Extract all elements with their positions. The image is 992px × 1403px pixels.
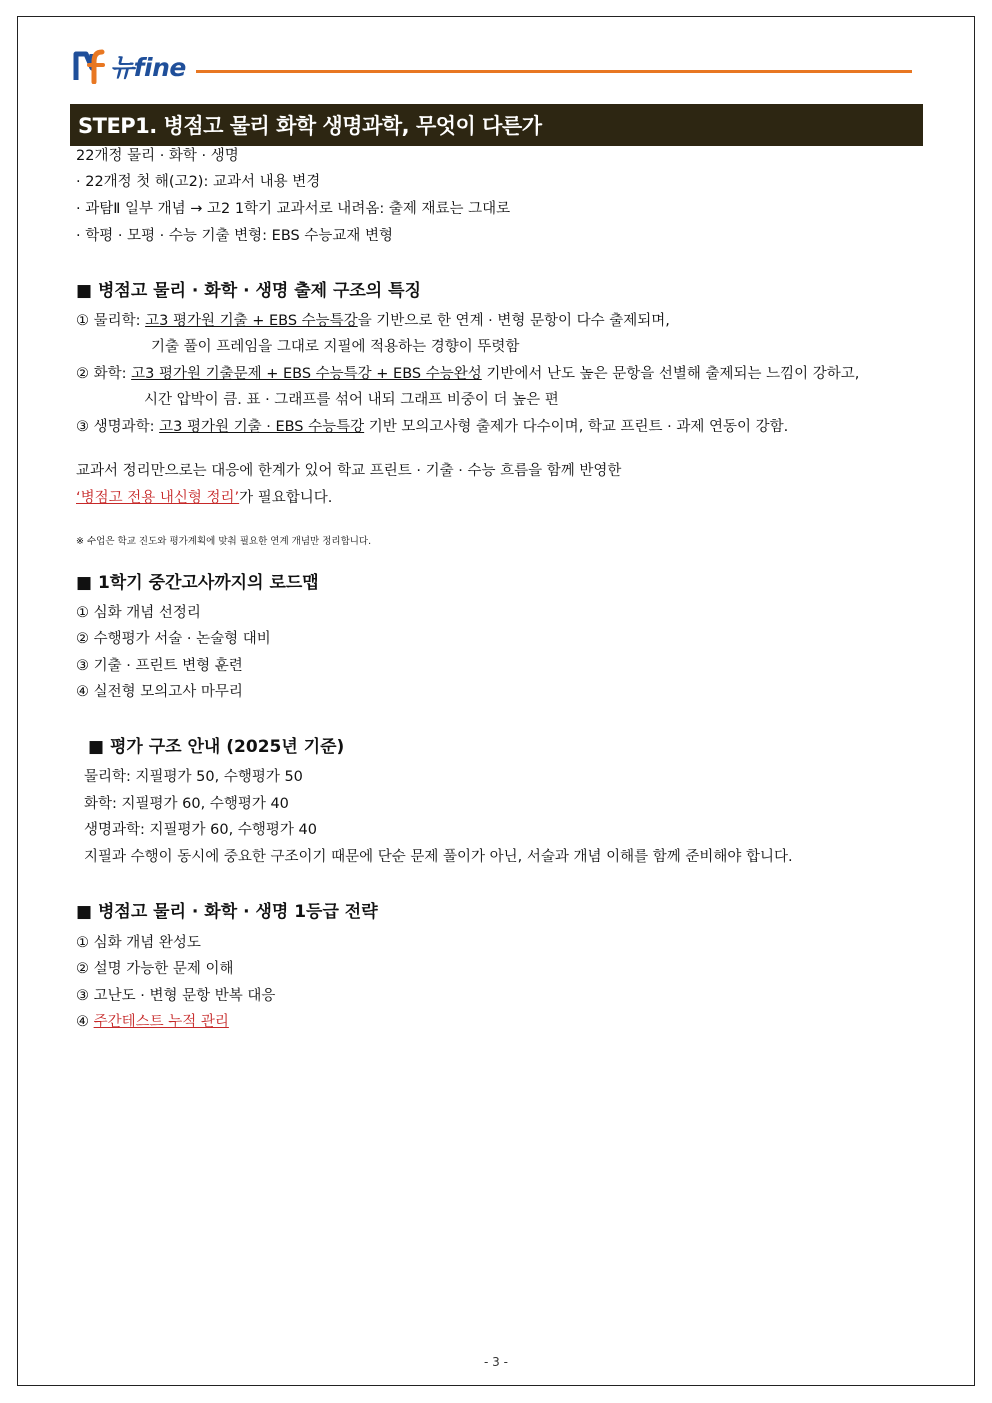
- chemistry-prefix: ② 화학:: [76, 366, 132, 382]
- logo: [72, 46, 186, 86]
- physics-suffix: 을 기반으로 한 연계 · 변형 문항이 다수 출제되며,: [357, 313, 670, 329]
- physics-source: 고3 평가원 기출 + EBS 수능특강: [145, 313, 358, 329]
- physics-line2: 기출 풀이 프레임을 그대로 지필에 적용하는 경향이 뚜렷함: [151, 339, 520, 355]
- nf-logo-icon: [72, 48, 108, 84]
- strategy-highlight: 주간테스트 누적 관리: [93, 1014, 229, 1030]
- section-heading-structure: ■ 병점고 물리 · 화학 · 생명 출제 구조의 특징: [76, 281, 421, 301]
- strategy-item: ① 심화 개념 완성도: [76, 935, 201, 951]
- logo-text: 뉴fine: [110, 53, 186, 82]
- section-heading-roadmap: ■ 1학기 중간고사까지의 로드맵: [76, 573, 319, 593]
- strategy-item: [76, 1011, 229, 1033]
- strategy-item: ② 설명 가능한 문제 이해: [76, 961, 234, 977]
- evaluation-item: 물리학: 지필평가 50, 수행평가 50: [84, 769, 303, 785]
- chemistry-line: [76, 363, 859, 385]
- summary-line2: [76, 487, 332, 509]
- intro-item: · 22개정 첫 해(고2): 교과서 내용 변경: [76, 174, 321, 190]
- roadmap-item: ① 심화 개념 선정리: [76, 605, 201, 621]
- evaluation-item: 지필과 수행이 동시에 중요한 구조이기 때문에 단순 문제 풀이가 아닌, 서술과 개념 이해를 함께 준비해야 합니다.: [84, 849, 793, 865]
- page-number: - 3 -: [484, 1355, 508, 1369]
- banner-title: STEP1. 병점고 물리 화학 생명과학, 무엇이 다른가: [78, 114, 542, 138]
- biology-source: 고3 평가원 기출 · EBS 수능특강: [159, 419, 365, 435]
- chemistry-source: 고3 평가원 기출문제 + EBS 수능특강 + EBS 수능완성: [131, 366, 482, 382]
- chemistry-suffix: 기반에서 난도 높은 문항을 선별해 출제되는 느낌이 강하고,: [481, 366, 860, 382]
- roadmap-item: ③ 기출 · 프린트 변형 훈련: [76, 658, 243, 674]
- roadmap-item: ④ 실전형 모의고사 마무리: [76, 684, 243, 700]
- biology-suffix: 기반 모의고사형 출제가 다수이며, 학교 프린트 · 과제 연동이 강함.: [364, 419, 789, 435]
- biology-line: [76, 416, 788, 438]
- biology-prefix: ③ 생명과학:: [76, 419, 160, 435]
- strategy-last-prefix: ④: [76, 1014, 94, 1030]
- physics-line: [76, 310, 670, 332]
- summary-suffix: 가 필요합니다.: [239, 490, 333, 506]
- intro-title: 22개정 물리 · 화학 · 생명: [76, 148, 239, 164]
- section-heading-evaluation: ■ 평가 구조 안내 (2025년 기준): [88, 737, 345, 757]
- evaluation-item: 생명과학: 지필평가 60, 수행평가 40: [84, 822, 317, 838]
- intro-item: · 과탐Ⅱ 일부 개념 → 고2 1학기 교과서로 내려옴: 출제 재료는 그대로: [76, 201, 511, 217]
- strategy-item: ③ 고난도 · 변형 문항 반복 대응: [76, 988, 276, 1004]
- summary-line: 교과서 정리만으로는 대응에 한계가 있어 학교 프린트 · 기출 · 수능 흐름을 함께 반영한: [76, 463, 622, 479]
- intro-item: · 학평 · 모평 · 수능 기출 변형: EBS 수능교재 변형: [76, 228, 393, 244]
- step-banner: [70, 104, 923, 146]
- evaluation-item: 화학: 지필평가 60, 수행평가 40: [84, 796, 289, 812]
- roadmap-item: ② 수행평가 서술 · 논술형 대비: [76, 631, 271, 647]
- summary-highlight: ‘병점고 전용 내신형 정리’: [76, 490, 240, 506]
- physics-prefix: ① 물리학:: [76, 313, 146, 329]
- chemistry-line2: 시간 압박이 큼. 표 · 그래프를 섞어 내되 그래프 비중이 더 높은 편: [144, 392, 559, 408]
- header-accent-line: [196, 70, 912, 73]
- footnote: ※ 수업은 학교 진도와 평가계획에 맞춰 필요한 연계 개념만 정리합니다.: [76, 536, 372, 547]
- section-heading-strategy: ■ 병점고 물리 · 화학 · 생명 1등급 전략: [76, 902, 378, 922]
